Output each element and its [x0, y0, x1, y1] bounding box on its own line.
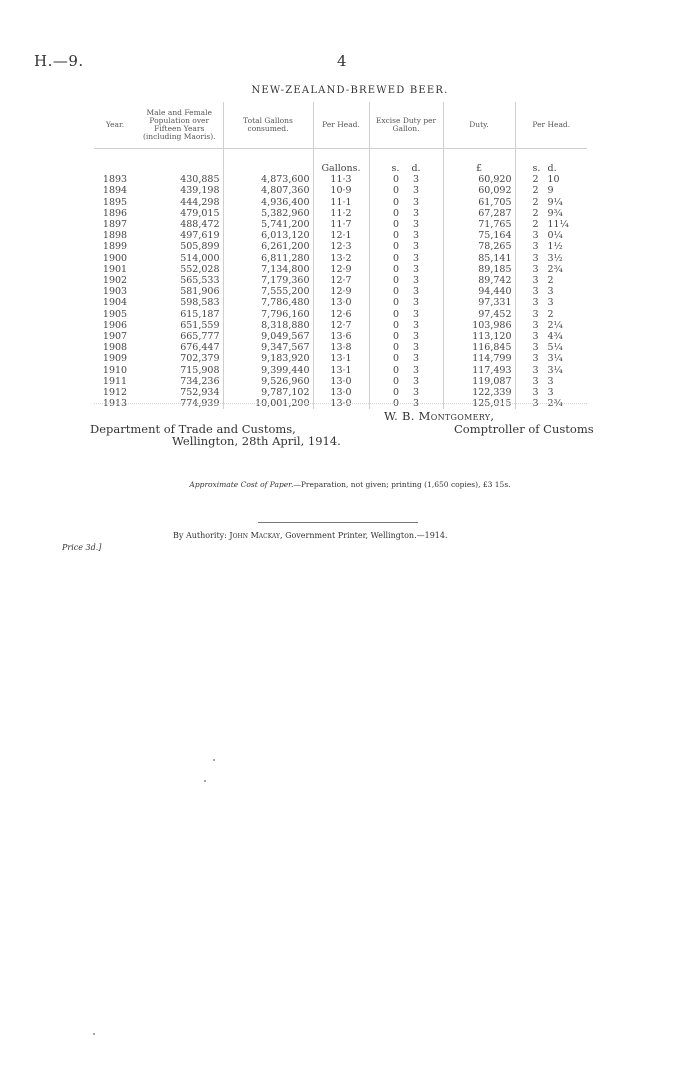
cell-excise-shillings: 0	[392, 398, 400, 410]
cell-per-head-pence: 2¾	[547, 398, 563, 410]
cell-duty-per-head	[519, 353, 585, 364]
cell-excise-pence: 3	[412, 387, 420, 399]
cell-year: 1906	[102, 319, 128, 331]
cell-duty: 94,440	[443, 286, 515, 297]
cell-total-gallons: 9,526,960	[223, 376, 313, 387]
cell-gallons-per-head: 11·3	[313, 174, 369, 185]
cell-gallons-per-head: 12·7	[313, 320, 369, 331]
cell-gallons-per-head: 12·6	[313, 309, 369, 320]
cell-population: 479,015	[180, 207, 220, 219]
cell-per-head-shillings: 3	[532, 387, 539, 399]
cell-per-head-pence: 9¾	[547, 207, 563, 219]
cell-excise-pence: 3	[412, 353, 420, 365]
cell-per-head-pence: 2	[547, 308, 554, 320]
unit-per-head	[519, 163, 585, 174]
cell-gallons-per-head: 13·2	[313, 253, 369, 264]
col-header-year: Year.	[94, 102, 136, 149]
signatory-name: W. B. Montgomery,	[384, 409, 495, 423]
signatory-title: Comptroller of Customs	[454, 422, 594, 436]
cell-excise-duty	[373, 320, 440, 331]
table-row	[94, 264, 587, 275]
cell-gallons-per-head: 13·6	[313, 331, 369, 342]
cell-gallons-per-head: 11·7	[313, 219, 369, 230]
cell-year: 1913	[102, 398, 128, 410]
cell-per-head-shillings: 3	[532, 241, 539, 253]
cell-duty-per-head	[519, 309, 585, 320]
cell-excise-shillings: 0	[392, 387, 400, 399]
cost-note-label: Approximate Cost of Paper.	[189, 480, 294, 489]
cell-per-head-shillings: 2	[532, 185, 539, 197]
cell-per-head-shillings: 3	[532, 275, 539, 287]
table-row	[94, 309, 587, 320]
cell-total-gallons: 9,049,567	[223, 331, 313, 342]
cell-duty-per-head	[519, 286, 585, 297]
cell-excise-shillings: 0	[392, 196, 400, 208]
cell-population: 505,899	[180, 241, 220, 253]
cell-per-head-shillings: 3	[532, 342, 539, 354]
cell-year: 1903	[102, 286, 128, 298]
cell-population: 665,777	[180, 331, 220, 343]
cell-population: 488,472	[180, 219, 220, 231]
cell-population: 430,885	[180, 174, 220, 186]
department-name: Department of Trade and Customs,	[90, 422, 296, 436]
cell-duty-per-head	[519, 174, 585, 185]
cell-gallons-per-head: 11·1	[313, 197, 369, 208]
cell-duty-per-head	[519, 342, 585, 353]
cell-excise-pence: 3	[412, 275, 420, 287]
cell-per-head-shillings: 2	[532, 196, 539, 208]
cell-per-head-pence: 5¼	[547, 342, 563, 354]
cell-duty: 116,845	[443, 342, 515, 353]
cell-year: 1900	[102, 252, 128, 264]
cell-year: 1910	[102, 364, 128, 376]
cell-population: 514,000	[180, 252, 220, 264]
cell-total-gallons: 10,001,200	[223, 398, 313, 409]
cell-duty: 113,120	[443, 331, 515, 342]
cell-duty-per-head	[519, 241, 585, 252]
cell-gallons-per-head: 13·8	[313, 342, 369, 353]
cell-excise-pence: 3	[412, 342, 420, 354]
cell-duty-per-head	[519, 376, 585, 387]
cell-total-gallons: 7,555,200	[223, 286, 313, 297]
cell-excise-shillings: 0	[392, 185, 400, 197]
cell-excise-shillings: 0	[392, 275, 400, 287]
authority-prefix: By Authority:	[173, 531, 230, 540]
cell-per-head-pence: 9	[547, 185, 554, 197]
unit-per-head-pence: d.	[547, 163, 557, 174]
page-number: 4	[337, 52, 347, 70]
cell-per-head-shillings: 3	[532, 319, 539, 331]
cell-duty-per-head	[519, 197, 585, 208]
col-header-duty: Duty.	[443, 102, 515, 149]
cell-per-head-pence: 3	[547, 387, 554, 399]
cell-excise-shillings: 0	[392, 364, 400, 376]
scan-speck	[93, 1033, 95, 1035]
beer-statistics-table	[94, 102, 587, 409]
cell-excise-shillings: 0	[392, 286, 400, 298]
unit-excise-pence: d.	[411, 163, 421, 174]
cell-population: 565,533	[180, 275, 220, 287]
cell-duty-per-head	[519, 208, 585, 219]
cell-excise-duty	[373, 297, 440, 308]
cell-year: 1894	[102, 185, 128, 197]
cell-population: 552,028	[180, 263, 220, 275]
cell-excise-shillings: 0	[392, 331, 400, 343]
cell-total-gallons: 9,787,102	[223, 387, 313, 398]
cell-year: 1899	[102, 241, 128, 253]
cell-excise-duty	[373, 275, 440, 286]
cell-gallons-per-head: 13·1	[313, 353, 369, 364]
cell-year: 1902	[102, 275, 128, 287]
table-row	[94, 185, 587, 196]
cell-population: 444,298	[180, 196, 220, 208]
table-row	[94, 253, 587, 264]
cell-year: 1907	[102, 331, 128, 343]
cell-year: 1893	[102, 174, 128, 186]
cell-population: 615,187	[180, 308, 220, 320]
cell-per-head-shillings: 3	[532, 297, 539, 309]
cell-per-head-pence: 3¼	[547, 353, 563, 365]
cell-per-head-pence: 9¼	[547, 196, 563, 208]
cell-excise-pence: 3	[412, 241, 420, 253]
cell-year: 1905	[102, 308, 128, 320]
cell-per-head-pence: 3½	[547, 252, 563, 264]
cell-excise-shillings: 0	[392, 241, 400, 253]
cell-excise-pence: 3	[412, 297, 420, 309]
cell-excise-duty	[373, 208, 440, 219]
cell-per-head-shillings: 3	[532, 308, 539, 320]
cell-duty: 67,287	[443, 208, 515, 219]
cell-total-gallons: 4,807,360	[223, 185, 313, 196]
col-header-population: Male and Female Population over Fifteen Years (including Maoris).	[136, 102, 223, 149]
cell-gallons-per-head: 12·1	[313, 230, 369, 241]
cell-duty-per-head	[519, 365, 585, 376]
cell-year: 1904	[102, 297, 128, 309]
cell-population: 581,906	[180, 286, 220, 298]
cell-gallons-per-head: 12·3	[313, 241, 369, 252]
cell-population: 734,236	[180, 375, 220, 387]
printer-name: John Mackay	[229, 531, 280, 540]
cell-duty-per-head	[519, 275, 585, 286]
cell-duty: 60,920	[443, 174, 515, 185]
cell-duty: 71,765	[443, 219, 515, 230]
cell-excise-pence: 3	[412, 375, 420, 387]
cell-per-head-pence: 2¼	[547, 319, 563, 331]
table-header-row	[94, 102, 587, 149]
cell-duty-per-head	[519, 185, 585, 196]
cell-excise-duty	[373, 264, 440, 275]
cell-per-head-pence: 3	[547, 297, 554, 309]
cell-duty-per-head	[519, 297, 585, 308]
cell-excise-pence: 3	[412, 196, 420, 208]
cell-total-gallons: 6,013,120	[223, 230, 313, 241]
document-reference: H.—9.	[34, 52, 84, 70]
cell-total-gallons: 5,382,960	[223, 208, 313, 219]
cell-duty: 75,164	[443, 230, 515, 241]
table-row	[94, 331, 587, 342]
price-label: Price 3d.]	[62, 543, 102, 552]
cell-duty: 103,986	[443, 320, 515, 331]
cell-gallons-per-head: 12·9	[313, 264, 369, 275]
cell-total-gallons: 7,786,480	[223, 297, 313, 308]
cell-total-gallons: 7,134,800	[223, 264, 313, 275]
cell-population: 774,939	[180, 398, 220, 410]
cell-excise-pence: 3	[412, 331, 420, 343]
cell-duty-per-head	[519, 320, 585, 331]
cell-excise-shillings: 0	[392, 375, 400, 387]
units-row	[94, 149, 587, 175]
cell-per-head-shillings: 3	[532, 353, 539, 365]
cell-per-head-shillings: 3	[532, 375, 539, 387]
cell-year: 1912	[102, 387, 128, 399]
unit-gallons: Gallons.	[313, 149, 369, 175]
unit-excise	[373, 163, 440, 174]
cell-excise-duty	[373, 197, 440, 208]
cell-year: 1895	[102, 196, 128, 208]
cell-duty: 61,705	[443, 197, 515, 208]
cell-excise-pence: 3	[412, 207, 420, 219]
cell-total-gallons: 9,183,920	[223, 353, 313, 364]
table-title: NEW-ZEALAND-BREWED BEER.	[251, 85, 449, 96]
cell-excise-duty	[373, 376, 440, 387]
cell-total-gallons: 6,811,280	[223, 253, 313, 264]
col-header-excise-duty: Excise Duty per Gallon.	[369, 102, 443, 149]
cell-total-gallons: 8,318,880	[223, 320, 313, 331]
cell-population: 752,934	[180, 387, 220, 399]
cell-total-gallons: 4,936,400	[223, 197, 313, 208]
cell-total-gallons: 4,873,600	[223, 174, 313, 185]
horizontal-rule	[258, 522, 418, 523]
col-header-total-gallons: Total Gallons consumed.	[223, 102, 313, 149]
cell-gallons-per-head: 13·0	[313, 376, 369, 387]
cell-duty: 119,087	[443, 376, 515, 387]
cell-per-head-shillings: 3	[532, 252, 539, 264]
cell-year: 1909	[102, 353, 128, 365]
cost-note-text: —Preparation, not given; printing (1,650 copies), £3 15s.	[293, 480, 511, 489]
cell-duty-per-head	[519, 331, 585, 342]
cell-total-gallons: 7,179,360	[223, 275, 313, 286]
cell-per-head-pence: 0¼	[547, 230, 563, 242]
cell-excise-shillings: 0	[392, 252, 400, 264]
cell-duty: 60,092	[443, 185, 515, 196]
cell-per-head-pence: 11¼	[547, 219, 569, 231]
cell-duty: 122,339	[443, 387, 515, 398]
cell-duty-per-head	[519, 264, 585, 275]
cell-excise-shillings: 0	[392, 207, 400, 219]
cell-excise-pence: 3	[412, 308, 420, 320]
cell-excise-duty	[373, 365, 440, 376]
cell-duty: 89,742	[443, 275, 515, 286]
cell-per-head-pence: 4¾	[547, 331, 563, 343]
unit-duty: £	[443, 149, 515, 175]
authority-suffix: , Government Printer, Wellington.—1914.	[279, 531, 448, 540]
cell-excise-duty	[373, 174, 440, 185]
cell-gallons-per-head: 10·9	[313, 185, 369, 196]
cell-total-gallons: 5,741,200	[223, 219, 313, 230]
unit-per-head-shillings: s.	[532, 163, 541, 174]
scan-speck	[213, 759, 215, 761]
cell-excise-pence: 3	[412, 174, 420, 186]
cell-excise-shillings: 0	[392, 319, 400, 331]
cell-per-head-pence: 3¼	[547, 364, 563, 376]
table-row	[94, 297, 587, 308]
cell-per-head-shillings: 2	[532, 207, 539, 219]
scan-speck	[204, 780, 206, 782]
cell-per-head-pence: 2	[547, 275, 554, 287]
cell-year: 1897	[102, 219, 128, 231]
table-row	[94, 353, 587, 364]
cell-gallons-per-head: 11·2	[313, 208, 369, 219]
cell-excise-shillings: 0	[392, 308, 400, 320]
cell-excise-pence: 3	[412, 319, 420, 331]
cell-per-head-pence: 1½	[547, 241, 563, 253]
cell-per-head-pence: 3	[547, 375, 554, 387]
cost-note	[0, 480, 700, 489]
cell-population: 676,447	[180, 342, 220, 354]
table-row	[94, 230, 587, 241]
table-row	[94, 219, 587, 230]
cell-excise-pence: 3	[412, 185, 420, 197]
table-row	[94, 376, 587, 387]
cell-year: 1896	[102, 207, 128, 219]
cell-total-gallons: 9,347,567	[223, 342, 313, 353]
cell-per-head-pence: 10	[547, 174, 560, 186]
cell-excise-shillings: 0	[392, 174, 400, 186]
cell-gallons-per-head: 13·0	[313, 387, 369, 398]
cell-duty-per-head	[519, 219, 585, 230]
cell-excise-duty	[373, 253, 440, 264]
cell-per-head-shillings: 3	[532, 263, 539, 275]
table-row	[94, 342, 587, 353]
cell-per-head-shillings: 2	[532, 174, 539, 186]
col-header-gallons-per-head: Per Head.	[313, 102, 369, 149]
cell-duty: 114,799	[443, 353, 515, 364]
cell-excise-duty	[373, 219, 440, 230]
cell-total-gallons: 7,796,160	[223, 309, 313, 320]
cell-duty: 89,185	[443, 264, 515, 275]
table-row	[94, 174, 587, 185]
cell-gallons-per-head: 13·0	[313, 398, 369, 409]
cell-per-head-shillings: 3	[532, 398, 539, 410]
cell-excise-pence: 3	[412, 398, 420, 410]
cell-per-head-shillings: 2	[532, 219, 539, 231]
cell-gallons-per-head: 13·0	[313, 297, 369, 308]
cell-duty: 97,452	[443, 309, 515, 320]
cell-excise-pence: 3	[412, 364, 420, 376]
cell-duty-per-head	[519, 253, 585, 264]
cell-population: 651,559	[180, 319, 220, 331]
cell-year: 1901	[102, 263, 128, 275]
col-header-duty-per-head: Per Head.	[515, 102, 587, 149]
cell-excise-shillings: 0	[392, 230, 400, 242]
cell-population: 702,379	[180, 353, 220, 365]
cell-excise-shillings: 0	[392, 297, 400, 309]
cell-year: 1908	[102, 342, 128, 354]
cell-per-head-shillings: 3	[532, 286, 539, 298]
cell-duty: 97,331	[443, 297, 515, 308]
cell-excise-shillings: 0	[392, 342, 400, 354]
location-date: Wellington, 28th April, 1914.	[172, 434, 341, 448]
cell-excise-pence: 3	[412, 230, 420, 242]
table-row	[94, 365, 587, 376]
cell-per-head-pence: 2¾	[547, 263, 563, 275]
cell-gallons-per-head: 12·9	[313, 286, 369, 297]
cell-excise-pence: 3	[412, 252, 420, 264]
cell-excise-duty	[373, 286, 440, 297]
cell-duty: 125,015	[443, 398, 515, 409]
cell-population: 497,619	[180, 230, 220, 242]
cell-excise-shillings: 0	[392, 353, 400, 365]
cell-population: 715,908	[180, 364, 220, 376]
cell-gallons-per-head: 12·7	[313, 275, 369, 286]
cell-duty: 78,265	[443, 241, 515, 252]
table-row	[94, 387, 587, 398]
cell-population: 598,583	[180, 297, 220, 309]
table-row	[94, 197, 587, 208]
cell-excise-shillings: 0	[392, 263, 400, 275]
printer-authority	[173, 531, 448, 540]
cell-excise-duty	[373, 230, 440, 241]
cell-year: 1911	[102, 375, 128, 387]
table-row	[94, 286, 587, 297]
cell-excise-duty	[373, 309, 440, 320]
cell-duty-per-head	[519, 230, 585, 241]
table-bottom-rule	[94, 403, 587, 404]
cell-excise-shillings: 0	[392, 219, 400, 231]
cell-duty: 85,141	[443, 253, 515, 264]
cell-per-head-shillings: 3	[532, 230, 539, 242]
table-row	[94, 208, 587, 219]
cell-per-head-pence: 3	[547, 286, 554, 298]
cell-excise-duty	[373, 241, 440, 252]
table-row	[94, 241, 587, 252]
cell-excise-pence: 3	[412, 219, 420, 231]
table-row	[94, 275, 587, 286]
cell-excise-pence: 3	[412, 286, 420, 298]
cell-excise-duty	[373, 185, 440, 196]
cell-excise-duty	[373, 331, 440, 342]
cell-duty-per-head	[519, 387, 585, 398]
cell-excise-pence: 3	[412, 263, 420, 275]
cell-year: 1898	[102, 230, 128, 242]
cell-per-head-shillings: 3	[532, 364, 539, 376]
cell-total-gallons: 6,261,200	[223, 241, 313, 252]
cell-excise-duty	[373, 342, 440, 353]
cell-total-gallons: 9,399,440	[223, 365, 313, 376]
unit-excise-shillings: s.	[391, 163, 400, 174]
cell-excise-duty	[373, 387, 440, 398]
cell-population: 439,198	[180, 185, 220, 197]
table-row	[94, 320, 587, 331]
cell-excise-duty	[373, 353, 440, 364]
cell-per-head-shillings: 3	[532, 331, 539, 343]
cell-duty: 117,493	[443, 365, 515, 376]
cell-gallons-per-head: 13·1	[313, 365, 369, 376]
